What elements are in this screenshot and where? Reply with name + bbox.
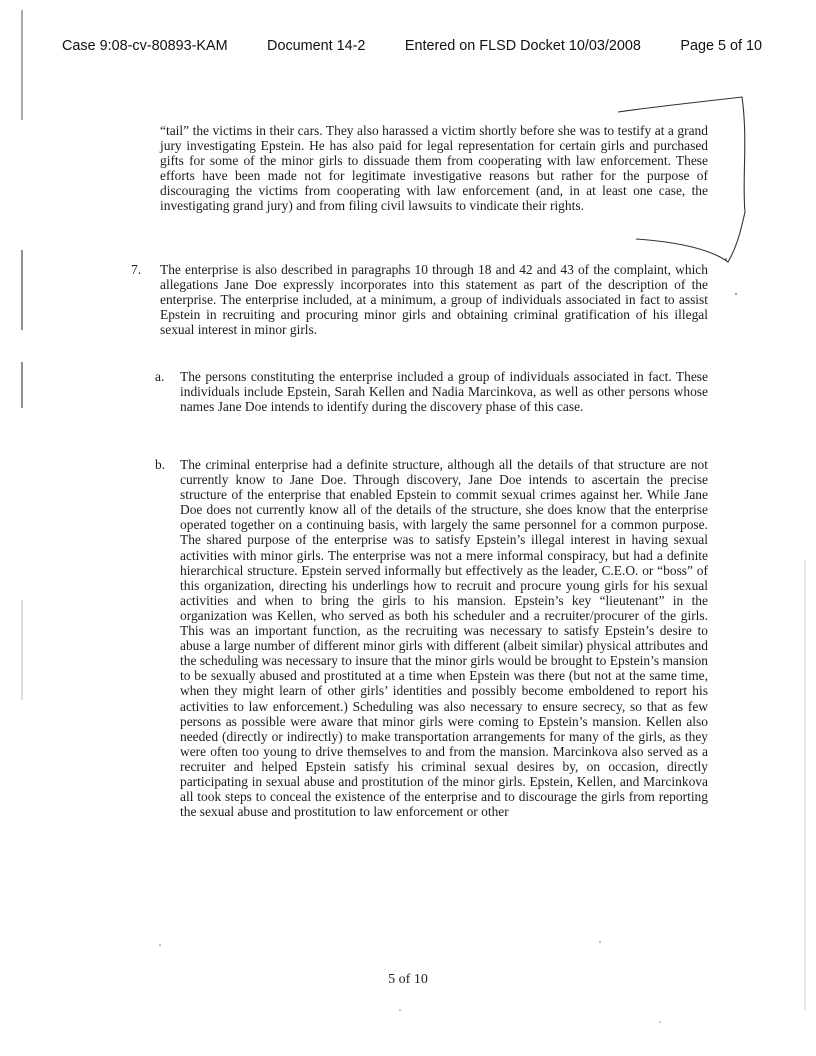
scan-speck (599, 941, 601, 943)
subparagraph-letter: a. (155, 369, 165, 384)
subparagraph-b (155, 457, 708, 819)
docket-header (62, 38, 762, 54)
paragraph-text: The enterprise is also described in paragraphs 10 through 18 and 42 and 43 of the complaint, which allegations Jane Doe expressly incorporates into this statement as part of the description of the enterprise. The enterprise included, at a minimum, a group of individuals associated in fact to assist Epstein in recruiting and procuring minor girls and obtaining criminal gratification of his illegal sexual interest in minor girls. (160, 262, 708, 338)
case-number: Case 9:08-cv-80893-KAM (62, 38, 228, 54)
docket-entry-date: Entered on FLSD Docket 10/03/2008 (404, 38, 641, 54)
page-footer: 5 of 10 (388, 972, 428, 987)
paragraph-7 (131, 262, 708, 337)
scan-speck (725, 258, 727, 260)
subparagraph-a (155, 369, 708, 414)
continuation-paragraph: “tail” the victims in their cars. They also harassed a victim shortly before she was to testify at a grand jury investigating Epstein. He has also paid for legal representation for certain girls and purchased gifts for some of the minor girls to dissuade them from cooperating with law enforcement. These efforts have been made not for legitimate investigative reasons but rather for the purpose of discouraging the victims from cooperating with law enforcement (and, in at least one case, the investigating grand jury) and from filing civil lawsuits to vindicate their rights. (160, 123, 708, 214)
subparagraph-letter: b. (155, 457, 166, 472)
document-number: Document 14-2 (267, 38, 366, 54)
subparagraph-text: The persons constituting the enterprise included a group of individuals associated in fact. These individuals include Epstein, Sarah Kellen and Nadia Marcinkova, as well as other persons whose names Jane Doe intends to identify during the discovery phase of this case. (180, 369, 708, 415)
scan-speck (735, 293, 737, 295)
page-indicator: Page 5 of 10 (680, 38, 762, 54)
paragraph-number: 7. (131, 262, 142, 277)
scan-speck (159, 944, 161, 946)
subparagraph-text: The criminal enterprise had a definite structure, although all the details of that structure are not currently know to Jane Doe. Through discovery, Jane Doe intends to ascertain the precise structure of the enterprise that enabled Epstein to commit sexual crimes against her. While Jane Doe does not currently know all of the details of the structure, she does know that the enterprise operated together on a continuing basis, with largely the same personnel for a common purpose. The shared purpose of the enterprise was to satisfy Epstein’s illegal interest in having sexual activities with minor girls. The enterprise was not a mere informal conspiracy, but had a definite hierarchical structure. Epstein served informally but effectively as the leader, C.E.O. or “boss” of this organization, directing his underlings how to recruit and procure young girls for his sexual activities and when to bring the girls to his mansion. Epstein’s key “lieutenant” in the organization was Kellen, who served as both his scheduler and a recruiter/procurer of the girls. This was an important function, as the recruiting was necessary to satisfy Epstein’s desire to abuse a large number of different minor girls with different (albeit similar) physical attributes and the scheduling was necessary to insure that the minor girls would be brought to Epstein’s mansion to be sexually abused and prostituted at a time when Epstein was there (but not at the same time, when they might learn of other girls’ identities and possibly become emboldened to report his activities to law enforcement.) Scheduling was also necessary to ensure secrecy, so that as few persons as possible were aware that minor girls were coming to Epstein’s mansion. Kellen also needed (directly or indirectly) to make transportation arrangements for many of the girls, as they were often too young to drive themselves to and from the mansion. Marcinkova also served as a recruiter and helped Epstein satisfy his criminal sexual desires by, on occasion, directly participating in sexual abuse and prostitution of the minor girls. Epstein, Kellen, and Marcinkova all took steps to conceal the existence of the enterprise and to discourage the girls from reporting the sexual abuse and prostitution to law enforcement or other (180, 457, 708, 820)
scan-speck (399, 1009, 401, 1011)
scan-speck (659, 1021, 661, 1023)
